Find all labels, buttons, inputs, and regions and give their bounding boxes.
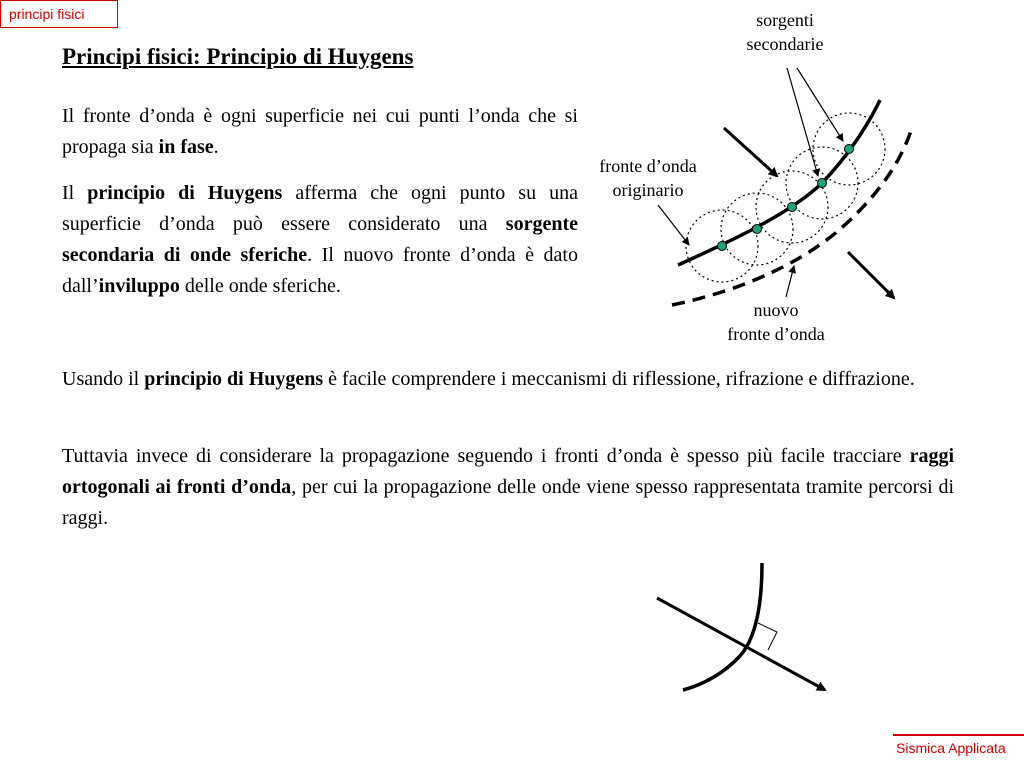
label-line: fronte d’onda — [727, 324, 825, 344]
pointer-line — [787, 68, 818, 176]
ray-wavefront-curve — [683, 563, 762, 690]
label-line: nuovo — [753, 300, 799, 320]
footer-divider — [893, 734, 1024, 736]
footer-label: Sismica Applicata — [896, 740, 1006, 756]
text: , per cui la propagazione delle onde viene spesso rappresentata tramite percorsi di raggi. — [62, 476, 955, 529]
bold-text: principio di Huygens — [87, 182, 283, 204]
label-line: fronte d’onda — [599, 156, 697, 176]
source-point — [845, 145, 854, 154]
propagation-arrow-out — [848, 252, 894, 298]
text: Il fronte d’onda è ogni superficie nei cui punti l’onda che si propaga sia — [62, 105, 578, 158]
text: delle onde sferiche. — [179, 275, 341, 297]
bold-text: inviluppo — [98, 275, 180, 297]
propagation-arrow-in — [724, 128, 777, 176]
source-point — [818, 179, 827, 188]
text: . — [213, 136, 219, 158]
source-point — [718, 242, 727, 251]
secondary-wavelets — [686, 113, 885, 282]
pointer-line — [786, 266, 794, 297]
right-angle-mark — [758, 623, 777, 650]
text: Tuttavia invece di considerare la propagazione seguendo i fronti d’onda è spesso più facile tracciare — [62, 445, 910, 467]
original-wavefront — [678, 100, 880, 265]
ray-line — [657, 598, 825, 690]
bold-text: raggi ortogonali ai fronti d’onda — [62, 445, 954, 498]
bold-text: in fase — [158, 136, 214, 158]
label-line: sorgenti — [756, 10, 814, 30]
pointer-line — [658, 205, 689, 245]
page-title: Principi fisici: Principio di Huygens — [62, 44, 414, 69]
label-line: secondarie — [746, 34, 824, 54]
text: è facile comprendere i meccanismi di riflessione, rifrazione e diffrazione. — [323, 368, 915, 390]
source-point — [753, 225, 762, 234]
pointer-line — [797, 68, 843, 141]
section-tag: principi fisici — [0, 0, 118, 28]
text: . Il nuovo fronte d’onda è dato dall’ — [62, 244, 578, 297]
bold-text: principio di Huygens — [144, 368, 324, 390]
text: Il — [62, 182, 88, 204]
text: Usando il — [62, 368, 145, 390]
bold-text: sorgente secondaria di onde sferiche — [62, 213, 578, 266]
source-point — [788, 203, 797, 212]
text: afferma che ogni punto su una superficie d’onda può essere considerato una — [62, 182, 578, 235]
label-line: originario — [612, 180, 684, 200]
